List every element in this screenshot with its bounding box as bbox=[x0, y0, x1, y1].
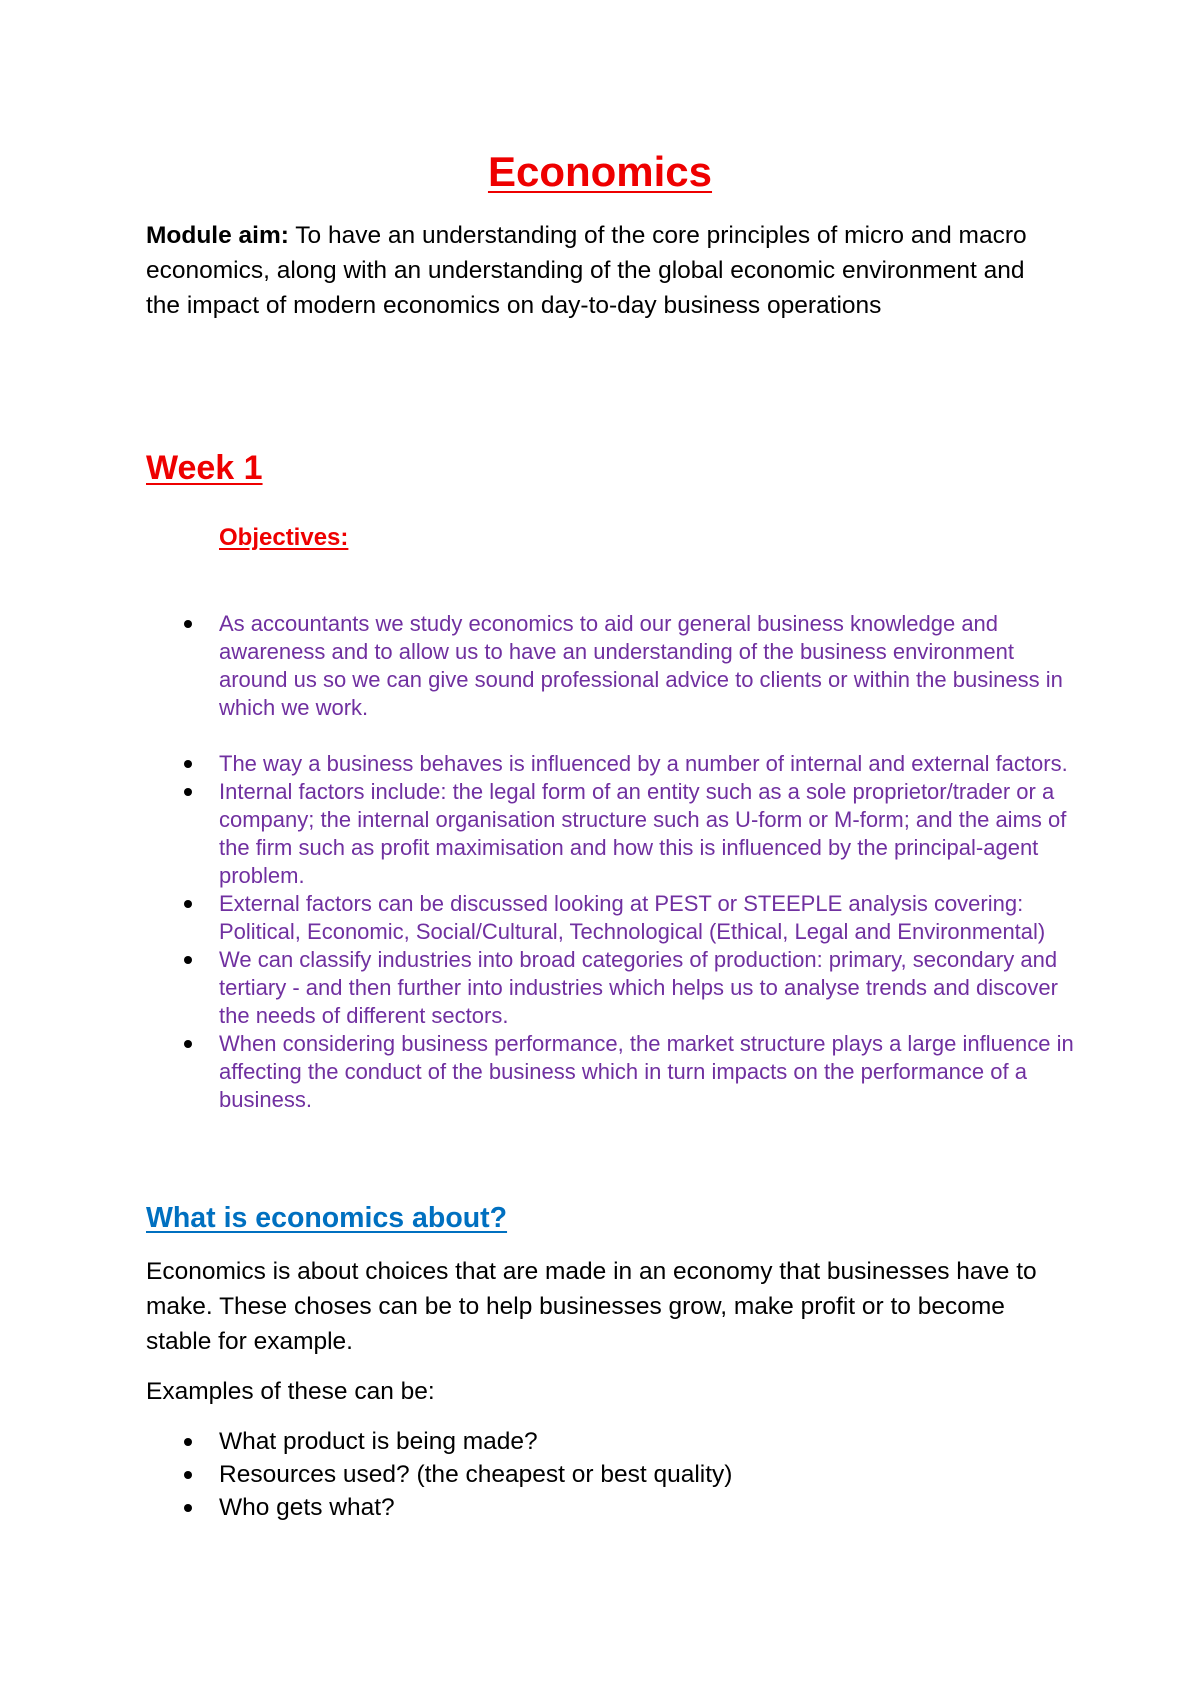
objectives-list-first bbox=[219, 610, 1079, 722]
section-paragraph: Economics is about choices that are made in an economy that businesses have to make. These choses can be to help businesses grow, make profit or to become stable for example. bbox=[146, 1258, 1037, 1355]
list-item-text: We can classify industries into broad categories of production: primary, secondary and tertiary - and then further into industries which helps us to analyse trends and discover the needs of different sectors. bbox=[219, 947, 1058, 1028]
bullet-icon bbox=[184, 900, 192, 908]
bullet-icon bbox=[184, 788, 192, 796]
section-heading: What is economics about? bbox=[146, 1202, 508, 1234]
bullet-icon bbox=[184, 956, 192, 964]
list-item-text: What product is being made? bbox=[219, 1428, 538, 1455]
module-aim-label: Module aim: bbox=[146, 222, 289, 249]
list-item-text: When considering business performance, the market structure plays a large influence in affecting the conduct of the business which in turn impacts on the performance of a business. bbox=[219, 1031, 1074, 1112]
list-item bbox=[219, 750, 1079, 778]
week-heading: Week 1 bbox=[146, 449, 263, 487]
document-title: Economics bbox=[487, 148, 713, 195]
list-item bbox=[219, 890, 1079, 946]
objectives-heading: Objectives: bbox=[219, 524, 349, 551]
list-item-text: As accountants we study economics to aid our general business knowledge and awareness and to allow us to have an understanding of the business environment around us so we can give sound professional advice to clients or within the business in which we work. bbox=[219, 611, 1063, 720]
list-item-text: Who gets what? bbox=[219, 1494, 395, 1521]
examples-intro: Examples of these can be: bbox=[146, 1378, 435, 1405]
list-item bbox=[219, 1030, 1079, 1114]
list-item bbox=[219, 1458, 732, 1491]
list-item bbox=[219, 1425, 732, 1458]
list-item bbox=[219, 778, 1079, 890]
bullet-icon bbox=[184, 1471, 192, 1479]
objectives-list bbox=[219, 750, 1079, 1114]
list-item-text: External factors can be discussed looking at PEST or STEEPLE analysis covering: Political, Economic, Social/Cultural, Technological (Ethical, Legal and Environmental) bbox=[219, 891, 1046, 944]
list-item bbox=[219, 1491, 732, 1524]
module-aim-text: To have an understanding of the core principles of micro and macro economics, along with an understanding of the global economic environment and the impact of modern economics on day-to-day business operations bbox=[146, 222, 1027, 319]
list-item bbox=[219, 946, 1079, 1030]
module-aim bbox=[146, 218, 1046, 323]
list-item bbox=[219, 610, 1079, 722]
bullet-icon bbox=[184, 1040, 192, 1048]
list-item-text: Internal factors include: the legal form of an entity such as a sole proprietor/trader or a company; the internal organisation structure such as U-form or M-form; and the aims of the firm such as profit maximisation and how this is influenced by the principal-agent problem. bbox=[219, 779, 1067, 888]
bullet-icon bbox=[184, 1504, 192, 1512]
list-item-text: Resources used? (the cheapest or best quality) bbox=[219, 1461, 733, 1488]
bullet-icon bbox=[184, 760, 192, 768]
bullet-icon bbox=[184, 1438, 192, 1446]
bullet-icon bbox=[184, 620, 192, 628]
examples-list bbox=[219, 1425, 732, 1524]
list-item-text: The way a business behaves is influenced by a number of internal and external factors. bbox=[219, 751, 1068, 776]
